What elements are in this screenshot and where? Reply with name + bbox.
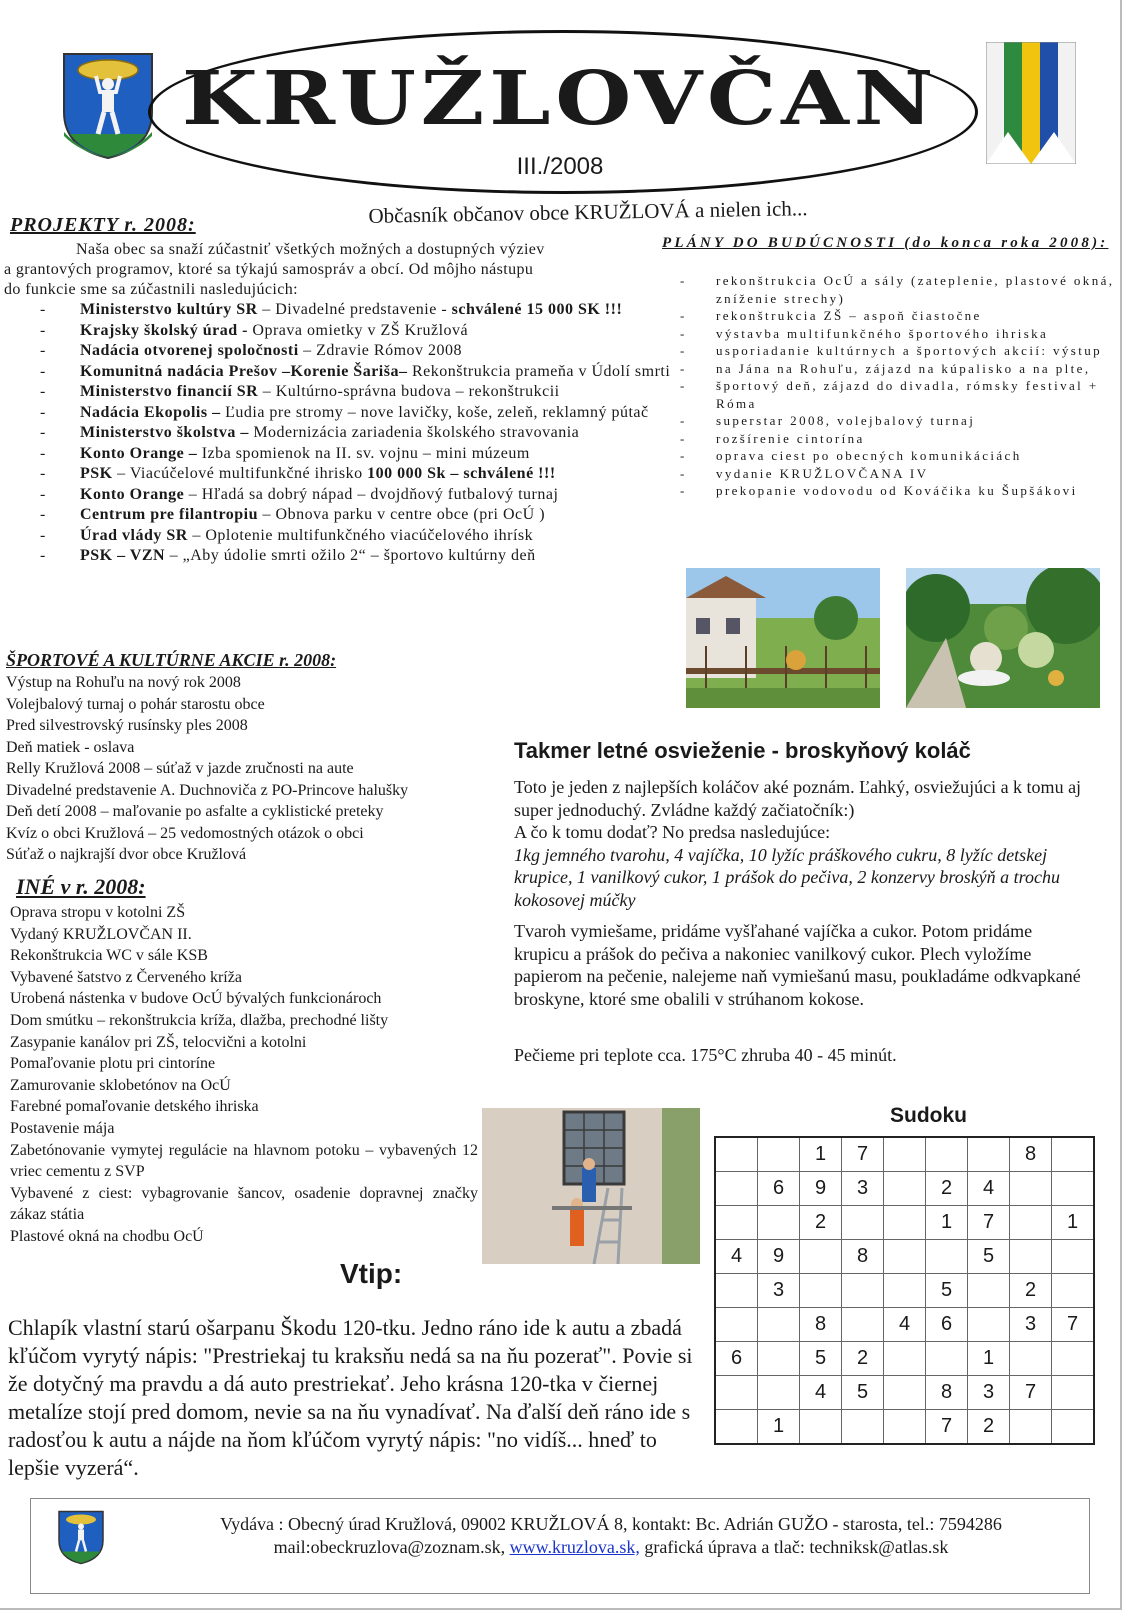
sudoku-cell[interactable]	[884, 1172, 926, 1206]
sudoku-grid	[714, 1136, 1095, 1445]
sudoku-cell[interactable]	[715, 1172, 758, 1206]
list-item: - rekonštrukcia OcÚ a sály (zateplenie, plastové okná, zníženie strechy)	[680, 272, 1120, 307]
sudoku-cell[interactable]: 3	[1010, 1308, 1052, 1342]
sudoku-title: Sudoku	[890, 1104, 967, 1127]
sudoku-cell[interactable]: 5	[968, 1240, 1010, 1274]
sport-list	[6, 672, 408, 866]
list-item: - vydanie KRUŽLOVČANA IV	[680, 465, 1120, 483]
sudoku-cell[interactable]: 2	[842, 1342, 884, 1376]
footer-print: grafická úprava a tlač: techniksk@atlas.sk	[639, 1537, 949, 1557]
website-link[interactable]: www.kruzlova.sk,	[509, 1537, 640, 1557]
sudoku-cell[interactable]	[800, 1274, 842, 1308]
ine-heading: INÉ v r. 2008:	[16, 874, 146, 899]
list-item: Súťaž o najkrajší dvor obce Kružlová	[6, 846, 247, 863]
list-item: - športový deň, zájazd do divadla, rómsky festival + Róma	[680, 377, 1120, 412]
list-item: - Ministerstvo školstva – Modernizácia zariadenia školského stravovania	[4, 423, 680, 444]
recipe-baking: Pečieme pri teplote cca. 175°C zhruba 40 - 45 minút.	[514, 1045, 897, 1065]
sudoku-cell[interactable]	[884, 1206, 926, 1240]
projekty-list	[4, 300, 680, 567]
sudoku-cell[interactable]	[1052, 1376, 1095, 1410]
sudoku-cell[interactable]: 1	[1052, 1206, 1095, 1240]
sudoku-row	[715, 1206, 1094, 1240]
footer-line1: Vydáva : Obecný úrad Kružlová, 09002 KRUŽLOVÁ 8, kontakt: Bc. Adrián GUŽO - starosta, tel.: 7594286	[220, 1514, 1002, 1534]
sudoku-cell[interactable]	[715, 1137, 758, 1172]
sudoku-cell[interactable]	[884, 1274, 926, 1308]
sudoku-row	[715, 1274, 1094, 1308]
sudoku-cell[interactable]: 1	[800, 1137, 842, 1172]
list-item: - Centrum pre filantropiu – Obnova parku v centre obce (pri OcÚ )	[4, 505, 680, 526]
sudoku-cell[interactable]: 2	[926, 1172, 968, 1206]
list-item: Zamurovanie sklobetónov na OcÚ	[10, 1076, 231, 1094]
sudoku-cell[interactable]	[926, 1342, 968, 1376]
list-item: Deň detí 2008 – maľovanie po asfalte a cyklistické preteky	[6, 803, 384, 820]
list-item: Zabetónovanie vymytej regulácie na hlavnom potoku – vybavených 12 vriec cementu z SVP	[10, 1141, 478, 1181]
sudoku-cell[interactable]	[1010, 1240, 1052, 1274]
list-item: Deň matiek - oslava	[6, 738, 135, 756]
sudoku-row	[715, 1342, 1094, 1376]
list-item: Plastové okná na chodbu OcÚ	[10, 1227, 204, 1245]
sudoku-cell[interactable]: 1	[758, 1410, 800, 1445]
sudoku-cell[interactable]	[842, 1206, 884, 1240]
sudoku-cell[interactable]: 5	[926, 1274, 968, 1308]
list-item: - na Jána na Rohuľu, zájazd na kúpalisko a na plte,	[680, 360, 1120, 378]
sudoku-cell[interactable]: 6	[758, 1172, 800, 1206]
sudoku-cell[interactable]	[884, 1342, 926, 1376]
list-item: - PSK – Viacúčelové multifunkčné ihrisko 100 000 Sk – schválené !!!	[4, 464, 680, 485]
sudoku-cell[interactable]: 8	[1010, 1137, 1052, 1172]
sudoku-cell[interactable]: 1	[926, 1206, 968, 1240]
sudoku-cell[interactable]	[842, 1308, 884, 1342]
list-item: - Nadácia Ekopolis – Ľudia pre stromy – nove lavičky, koše, zeleň, reklamný pútač	[4, 403, 680, 424]
list-item: - Nadácia otvorenej spoločnosti – Zdravie Rómov 2008	[4, 341, 680, 362]
footer-coat-of-arms	[57, 1509, 105, 1565]
sudoku-cell[interactable]: 5	[800, 1342, 842, 1376]
list-item: Oprava stropu v kotolni ZŠ	[10, 904, 186, 921]
projekty-intro-line: do funkcie sme sa zúčastnili nasledujúcich:	[4, 281, 299, 298]
ine-list	[10, 902, 478, 1248]
projekty-intro-line: a grantových programov, ktoré sa týkajú samospráv a obcí. Od môjho nástupu	[4, 261, 534, 278]
sudoku-cell[interactable]: 4	[968, 1172, 1010, 1206]
sudoku-cell[interactable]: 7	[1010, 1376, 1052, 1410]
sudoku-cell[interactable]	[1052, 1137, 1095, 1172]
sudoku-cell[interactable]	[842, 1274, 884, 1308]
sudoku-cell[interactable]: 3	[758, 1274, 800, 1308]
sudoku-cell[interactable]	[1052, 1172, 1095, 1206]
list-item: - Ministerstvo financií SR – Kultúrno-správna budova – rekonštrukcii	[4, 382, 680, 403]
list-item: Zasypanie kanálov pri ZŠ, telocvični a kotolni	[10, 1033, 307, 1051]
sudoku-cell[interactable]: 2	[800, 1206, 842, 1240]
footer	[30, 1498, 1090, 1594]
list-item: Urobená nástenka v budove OcÚ bývalých funkcionároch	[10, 990, 382, 1008]
sudoku-cell[interactable]: 9	[800, 1172, 842, 1206]
sudoku-cell[interactable]	[715, 1206, 758, 1240]
list-item: Dom smútku – rekonštrukcia kríža, dlažba, prechodné lišty	[10, 1011, 389, 1029]
sudoku-cell[interactable]: 7	[1052, 1308, 1095, 1342]
recipe-title: Takmer letné osvieženie - broskyňový koláč	[514, 738, 971, 763]
list-item: Volejbalový turnaj o pohár starostu obce	[6, 695, 265, 713]
sudoku-row	[715, 1240, 1094, 1274]
sudoku-row	[715, 1172, 1094, 1206]
recipe-ingredients: 1kg jemného tvarohu, 4 vajíčka, 10 lyžíc práškového cukru, 8 lyžíc detskej krupice, 1 vanilkový cukor, 1 prášok do pečiva, 2 konzervy broskýň a trochu kokosovej múčky	[514, 844, 1061, 910]
sudoku-cell[interactable]	[1010, 1410, 1052, 1445]
sudoku-cell[interactable]	[715, 1410, 758, 1445]
sudoku-cell[interactable]: 5	[842, 1376, 884, 1410]
sudoku-cell[interactable]	[926, 1240, 968, 1274]
sudoku-cell[interactable]: 6	[715, 1342, 758, 1376]
sport-heading: ŠPORTOVÉ A KULTÚRNE AKCIE r. 2008:	[6, 650, 337, 670]
projekty-intro	[4, 240, 644, 300]
sudoku-cell[interactable]	[1052, 1410, 1095, 1445]
sudoku-cell[interactable]	[968, 1137, 1010, 1172]
footer-line2	[151, 1536, 1071, 1559]
list-item: Relly Kružlová 2008 – súťaž v jazde zručnosti na aute	[6, 760, 354, 777]
sudoku-cell[interactable]: 7	[842, 1137, 884, 1172]
workers-photo	[482, 1108, 700, 1264]
sudoku-cell[interactable]	[884, 1137, 926, 1172]
list-item: - prekopanie vodovodu od Kováčika ku Šupšákovi	[680, 482, 1120, 500]
sudoku-cell[interactable]: 4	[715, 1240, 758, 1274]
sudoku-cell[interactable]	[884, 1410, 926, 1445]
list-item: - Úrad vlády SR – Oplotenie multifunkčného viacúčelového ihrísk	[4, 526, 680, 547]
sudoku-cell[interactable]: 2	[1010, 1274, 1052, 1308]
sudoku-cell[interactable]: 3	[842, 1172, 884, 1206]
sudoku-cell[interactable]	[758, 1308, 800, 1342]
list-item: Kvíz o obci Kružlová – 25 vedomostných otázok o obci	[6, 824, 364, 842]
list-item: - oprava ciest po obecných komunikáciách	[680, 447, 1120, 465]
plany-list	[680, 272, 1120, 500]
sudoku-cell[interactable]	[715, 1308, 758, 1342]
recipe-intro-text: Toto je jeden z najlepších koláčov aké poznám. Ľahký, osviežujúci a k tomu aj super jednoduchý. Zvládne každý začiatočník:)	[514, 777, 1082, 820]
recipe-method: Tvaroh vymiešame, pridáme vyšľahané vajíčka a cukor. Potom pridáme krupicu a prášok do pečiva a nakoniec vanilkový cukor. Plech vyložíme papierom na pečenie, nalejeme naň vymiešanú masu, poukladáme odkvapkané broskyne, ktoré sme obalili v strúhanom kokose.	[514, 921, 1081, 1009]
sudoku-cell[interactable]	[968, 1308, 1010, 1342]
sudoku-cell[interactable]	[800, 1410, 842, 1445]
list-item: Postavenie mája	[10, 1119, 115, 1137]
sudoku-row	[715, 1410, 1094, 1445]
list-item: - Krajsky školský úrad - Oprava omietky v ZŠ Kružlová	[4, 321, 680, 342]
list-item: - usporiadanie kultúrnych a športových akcií: výstup	[680, 342, 1120, 360]
list-item: Pred silvestrovský rusínsky ples 2008	[6, 717, 248, 734]
sudoku-cell[interactable]	[842, 1410, 884, 1445]
joke-heading: Vtip:	[340, 1258, 403, 1289]
sudoku-cell[interactable]: 9	[758, 1240, 800, 1274]
list-item: - výstavba multifunkčného športového ihriska	[680, 325, 1120, 343]
sudoku-row	[715, 1137, 1094, 1172]
list-item: Vybavené z ciest: vybagrovanie šancov, osadenie dopravnej značky zákaz státia	[10, 1184, 478, 1224]
sudoku-cell[interactable]	[1052, 1240, 1095, 1274]
list-item: Farebné pomaľovanie detského ihriska	[10, 1098, 259, 1116]
list-item: Divadelné predstavenie A. Duchnoviča z PO-Princove halušky	[6, 781, 409, 799]
newspaper-title: KRUŽLOVČAN	[181, 56, 939, 142]
sudoku-cell[interactable]	[1010, 1342, 1052, 1376]
garden-photo	[906, 568, 1100, 708]
sudoku-cell[interactable]	[758, 1376, 800, 1410]
village-street-photo	[686, 568, 880, 708]
list-item: - Konto Orange – Hľadá sa dobrý nápad – dvojdňový futbalový turnaj	[4, 485, 680, 506]
recipe-intro	[514, 776, 1086, 911]
sudoku-cell[interactable]	[758, 1206, 800, 1240]
plany-heading: PLÁNY DO BUDÚCNOSTI (do konca roka 2008):	[662, 235, 1109, 251]
sudoku-cell[interactable]	[968, 1274, 1010, 1308]
sudoku-cell[interactable]	[715, 1376, 758, 1410]
list-item: Vybavené šatstvo z Červeného kríža	[10, 968, 242, 986]
list-item: - PSK – VZN – „Aby údolie smrti ožilo 2“ – športovo kultúrny deň	[4, 546, 680, 567]
footer-mail: mail:obeckruzlova@zoznam.sk,	[273, 1537, 510, 1557]
list-item: - rekonštrukcia ZŠ – aspoň čiastočne	[680, 307, 1120, 325]
list-item: Vydaný KRUŽLOVČAN II.	[10, 925, 192, 943]
newspaper-subtitle: Občasník občanov obce KRUŽLOVÁ a nielen ich...	[368, 196, 808, 228]
sudoku-cell[interactable]	[1010, 1172, 1052, 1206]
sudoku-cell[interactable]: 4	[800, 1376, 842, 1410]
sudoku-cell[interactable]	[758, 1137, 800, 1172]
sudoku-cell[interactable]	[1052, 1274, 1095, 1308]
sudoku-cell[interactable]	[926, 1137, 968, 1172]
sudoku-cell[interactable]: 3	[968, 1376, 1010, 1410]
sudoku-cell[interactable]	[800, 1240, 842, 1274]
sudoku-cell[interactable]: 7	[926, 1410, 968, 1445]
list-item: - Konto Orange – Izba spomienok na II. sv. vojnu – mini múzeum	[4, 444, 680, 465]
issue-number: III./2008	[516, 153, 604, 180]
sudoku-cell[interactable]: 7	[968, 1206, 1010, 1240]
list-item: - Ministerstvo kultúry SR – Divadelné predstavenie - schválené 15 000 SK !!!	[4, 300, 680, 321]
list-item: Rekonštrukcia WC v sále KSB	[10, 947, 208, 965]
sudoku-cell[interactable]: 4	[884, 1308, 926, 1342]
footer-text	[151, 1513, 1071, 1559]
sudoku-cell[interactable]	[884, 1376, 926, 1410]
list-item: - Komunitná nadácia Prešov –Korenie Šariša– Rekonštrukcia prameňa v Údolí smrti	[4, 362, 680, 383]
sudoku-row	[715, 1376, 1094, 1410]
sudoku-cell[interactable]: 8	[926, 1376, 968, 1410]
sudoku-cell[interactable]	[758, 1342, 800, 1376]
list-item: Výstup na Rohuľu na nový rok 2008	[6, 674, 241, 691]
list-item: - superstar 2008, volejbalový turnaj	[680, 412, 1120, 430]
projekty-heading: PROJEKTY r. 2008:	[10, 214, 196, 236]
projekty-intro-line: Naša obec sa snaží zúčastniť všetkých možných a dostupných výziev	[76, 241, 545, 258]
sudoku-cell[interactable]: 2	[968, 1410, 1010, 1445]
list-item: Pomaľovanie plotu pri cintoríne	[10, 1055, 216, 1073]
list-item: - rozšírenie cintorína	[680, 430, 1120, 448]
sudoku-cell[interactable]	[715, 1274, 758, 1308]
sudoku-row	[715, 1308, 1094, 1342]
recipe-question: A čo k tomu dodať? No predsa nasledujúce:	[514, 822, 831, 842]
sudoku-cell[interactable]	[884, 1240, 926, 1274]
sudoku-cell[interactable]: 8	[842, 1240, 884, 1274]
sudoku-cell[interactable]	[1010, 1206, 1052, 1240]
joke-text: Chlapík vlastní starú ošarpanu Škodu 120-tku. Jedno ráno ide k autu a zbadá kľúčom vyrytý nápis: "Prestriekaj tu kraksňu nedá sa na ňu pozerať". Povie si že dotyčný ma pravdu a dá auto prestriekať. Jeho krásna 120-tka v čiernej metalíze stojí pred domom, nevie sa na ňu vynadívať. Na ďalší deň ráno ide s radosťou k autu a nájde na ňom kľúčom vyrytý nápis: "no vidíš... hneď to lepšie vyzerá“.	[8, 1315, 693, 1480]
sudoku-cell[interactable]: 1	[968, 1342, 1010, 1376]
sudoku-cell[interactable]: 8	[800, 1308, 842, 1342]
sudoku-cell[interactable]: 6	[926, 1308, 968, 1342]
sudoku-cell[interactable]	[1052, 1342, 1095, 1376]
